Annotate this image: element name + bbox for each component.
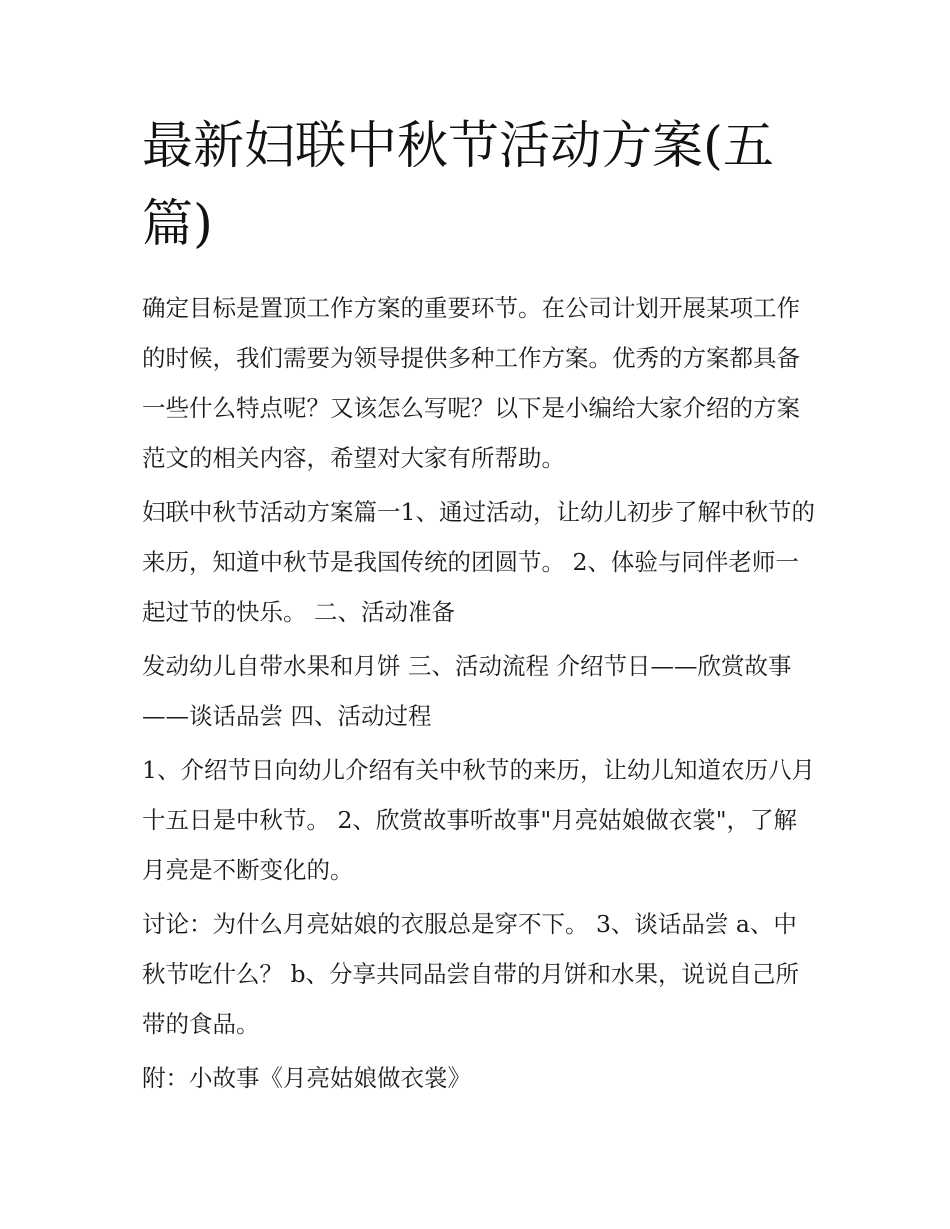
paragraph-goals: 妇联中秋节活动方案篇一1、通过活动，让幼儿初步了解中秋节的来历，知道中秋节是我国传统的团圆节。 2、体验与同伴老师一起过节的快乐。 二、活动准备 [142, 498, 815, 626]
paragraph-process: 1、介绍节日向幼儿介绍有关中秋节的来历，让幼儿知道农历八月十五日是中秋节。 2、欣赏故事听故事"月亮姑娘做衣裳"，了解月亮是不断变化的。 [142, 756, 815, 884]
paragraph-intro: 确定目标是置顶工作方案的重要环节。在公司计划开展某项工作的时候，我们需要为领导提供多种工作方案。优秀的方案都具备一些什么特点呢？又该怎么写呢？以下是小编给大家介绍的方案范文的相关内容，希望对大家有所帮助。 [142, 294, 800, 472]
paragraph-preparation: 发动幼儿自带水果和月饼 三、活动流程 介绍节日——欣赏故事——谈话品尝 四、活动过程 [142, 652, 792, 730]
paragraph-discussion: 讨论：为什么月亮姑娘的衣服总是穿不下。 3、谈话品尝 a、中秋节吃什么？ b、分享共同品尝自带的月饼和水果，说说自己所带的食品。 [142, 910, 800, 1038]
document-title: 最新妇联中秋节活动方案(五篇) [142, 117, 774, 254]
paragraph-appendix: 附：小故事《月亮姑娘做衣裳》 [142, 1064, 471, 1092]
document-body [142, 283, 818, 1107]
